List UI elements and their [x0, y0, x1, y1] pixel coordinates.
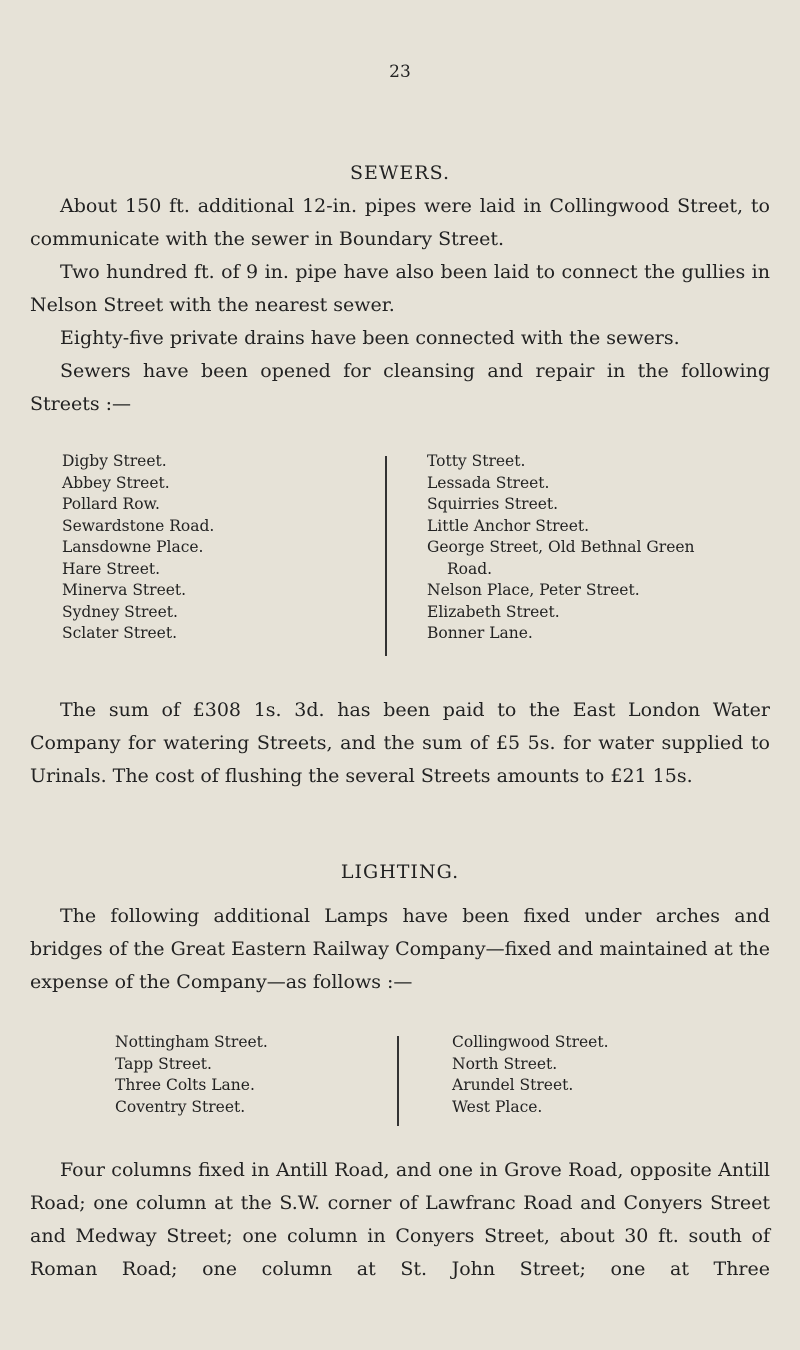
street-item: Tapp Street. [115, 1054, 212, 1073]
street-item: Abbey Street. [62, 473, 170, 492]
street-item: Nelson Place, Peter Street. [427, 581, 640, 599]
street-item: Coventry Street. [115, 1097, 246, 1116]
sewers-paragraph: Sewers have been opened for cleansing and repair in the following Streets :— [30, 360, 770, 415]
sewers-paragraph: Eighty-five private drains have been connected with the sewers. [60, 327, 680, 349]
sewers-paragraph: About 150 ft. additional 12-in. pipes were laid in Collingwood Street, to communicate with the sewer in Boundary Street. [30, 195, 770, 250]
street-item: Arundel Street. [452, 1076, 574, 1094]
street-item: Little Anchor Street. [427, 516, 590, 535]
columns-paragraph: Four columns fixed in Antill Road, and one in Grove Road, opposite Antill Road; one column at the S.W. corner of Lawfranc Road and Conyers Street and Medway Street; one column in Conyers Street, about 30 ft. south of Roman Road; one column at St. John Street; one at Three [30, 1159, 770, 1280]
water-paragraph-block [30, 694, 770, 793]
lighting-streets-right [452, 1032, 609, 1118]
street-item: Nottingham Street. [115, 1033, 268, 1051]
sewers-paragraph: Two hundred ft. of 9 in. pipe have also been laid to connect the gullies in Nelson Street with the nearest sewer. [30, 261, 770, 316]
street-item: Minerva Street. [62, 581, 187, 599]
street-item: Pollard Row. [62, 495, 160, 513]
sewers-heading: SEWERS. [350, 162, 450, 184]
column-divider [397, 1036, 399, 1126]
street-item: Hare Street. [62, 559, 161, 578]
street-item: Squirries Street. [427, 495, 559, 513]
street-item: Bonner Lane. [427, 624, 533, 642]
street-item: Elizabeth Street. [427, 602, 560, 621]
page-number: 23 [389, 62, 411, 82]
street-item: Three Colts Lane. [115, 1076, 255, 1094]
street-item: Lessada Street. [427, 473, 550, 492]
sewers-paragraphs [30, 190, 770, 421]
lighting-streets-left [115, 1032, 268, 1118]
street-item: North Street. [452, 1054, 558, 1073]
street-item: Totty Street. [427, 452, 526, 470]
street-item: George Street, Old Bethnal Green [427, 538, 695, 556]
street-item: Sydney Street. [62, 602, 178, 621]
lighting-intro-block [30, 900, 770, 999]
lighting-heading: LIGHTING. [340, 861, 460, 883]
lighting-intro: The following additional Lamps have been fixed under arches and bridges of the Great Eastern Railway Company—fixed and maintained at the expense of the Company—as follows :— [30, 905, 770, 993]
street-item: West Place. [452, 1097, 543, 1116]
street-item: Digby Street. [62, 452, 167, 470]
street-item: Collingwood Street. [452, 1033, 609, 1051]
water-paragraph: The sum of £308 1s. 3d. has been paid to the East London Water Company for watering Streets, and the sum of £5 5s. for water supplied to Urinals. The cost of flushing the several Streets amounts to £21 15s. [30, 699, 770, 787]
street-item: Sewardstone Road. [62, 516, 215, 535]
sewers-streets-right [427, 451, 695, 645]
sewers-streets-left [62, 451, 214, 645]
columns-paragraph-block [30, 1154, 770, 1286]
street-item: Lansdowne Place. [62, 538, 204, 556]
street-item: Road. [447, 559, 493, 578]
street-item: Sclater Street. [62, 624, 177, 642]
column-divider [385, 456, 387, 656]
